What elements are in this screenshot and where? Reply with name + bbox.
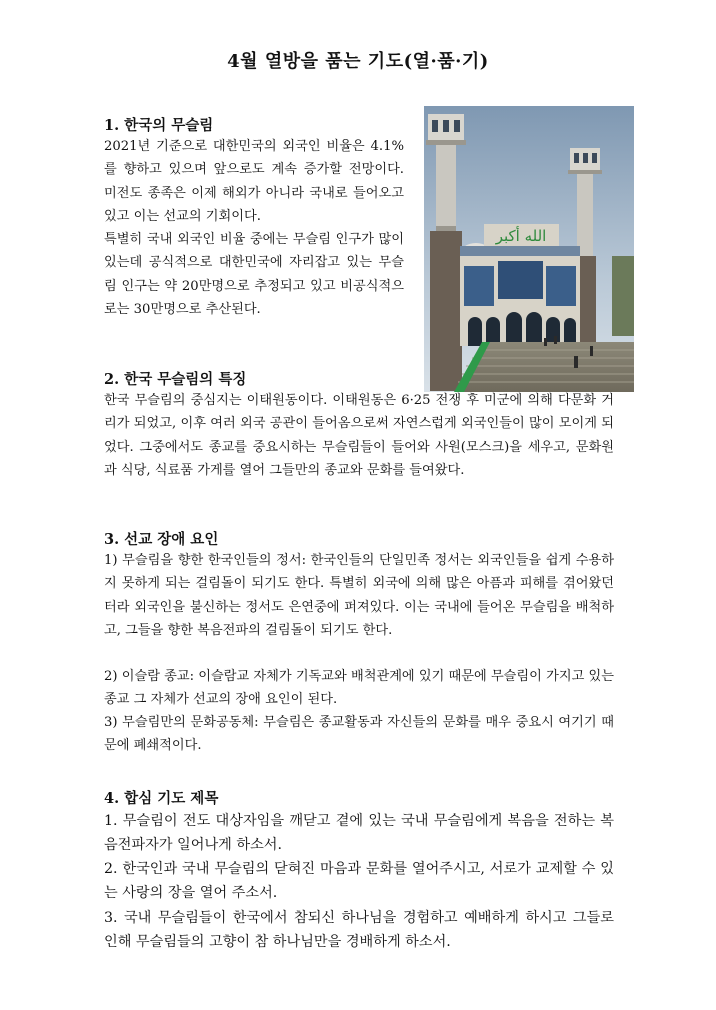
section-2-heading: 2. 한국 무슬림의 특징 (104, 371, 247, 388)
sign-lettering: الله أكبر (495, 227, 547, 245)
prayer-item-3: 3. 국내 무슬림들이 한국에서 참되신 하나님을 경험하고 예배하게 하시고 그들로 인해 무슬림들의 고향이 참 하나님만을 경배하게 하소서. (104, 910, 614, 951)
section-4-heading: 4. 합심 기도 제목 (104, 790, 219, 807)
section-1-paragraph-2: 특별히 국내 외국인 비율 중에는 무슬림 인구가 많이 있는데 공식적으로 대한민국에 자리잡고 있는 무슬림 인구는 약 20만명으로 추정되고 있고 비공식적으로는 30만명으로 추산된다. (104, 232, 404, 317)
section-2-paragraph-1 (104, 389, 614, 482)
prayer-item-2: 2. 한국인과 국내 무슬림의 닫혀진 마음과 문화를 열어주시고, 서로가 교제할 수 있는 사랑의 장을 열어 주소서. (104, 861, 614, 902)
section-3-paragraph-1: 1) 무슬림을 향한 한국인들의 정서: 한국인들의 단일민족 정서는 외국인들을 쉽게 수용하지 못하게 되는 걸림돌이 되기도 한다. 특별히 외국에 의해 많은 아픔과 피해를 겪어왔던 터라 외국인을 불신하는 정서도 은연중에 퍼져있다. 이는 국내에 들어온 무슬림을 배척하고, 그들을 향한 복음전파의 걸림돌이 되기도 한다. (104, 553, 614, 638)
section-3-paragraph-2: 2) 이슬람 종교: 이슬람교 자체가 기독교와 배척관계에 있기 때문에 무슬림이 가지고 있는 종교 그 자체가 선교의 장애 요인이 된다. (104, 669, 614, 708)
section-3-heading: 3. 선교 장애 요인 (104, 531, 219, 548)
section-1-heading: 1. 한국의 무슬림 (104, 117, 214, 134)
page-title: 4월 열방을 품는 기도(열·품·기) (227, 51, 489, 72)
section-2-paragraph-1-text: 한국 무슬림의 중심지는 이태원동이다. 이태원동은 6·25 전쟁 후 미군에 의해 다문화 거리가 되었고, 이후 여러 외국 공관이 들어옴으로써 자연스럽게 외국인들이 많이 모이게 되었다. 그중에서도 종교를 중요시하는 무슬림들이 들어와 사원(모스크)을 세우고, 문화원과 식당, 식료품 가게를 열어 그들만의 종교와 문화를 들여왔다. (104, 393, 614, 478)
section-1-paragraph-1: 2021년 기준으로 대한민국의 외국인 비율은 4.1%를 향하고 있으며 앞으로도 계속 증가할 전망이다. 미전도 종족은 이제 해외가 아니라 국내로 들어오고 있고 이는 선교의 기회이다. (104, 139, 404, 224)
section-3-paragraph-3: 3) 무슬림만의 문화공동체: 무슬림은 종교활동과 자신들의 문화를 매우 중요시 여기기 때문에 폐쇄적이다. (104, 715, 614, 754)
mosque-photo (424, 106, 634, 392)
prayer-item-1: 1. 무슬림이 전도 대상자임을 깨닫고 곁에 있는 국내 무슬림에게 복음을 전하는 복음전파자가 일어나게 하소서. (104, 813, 614, 854)
